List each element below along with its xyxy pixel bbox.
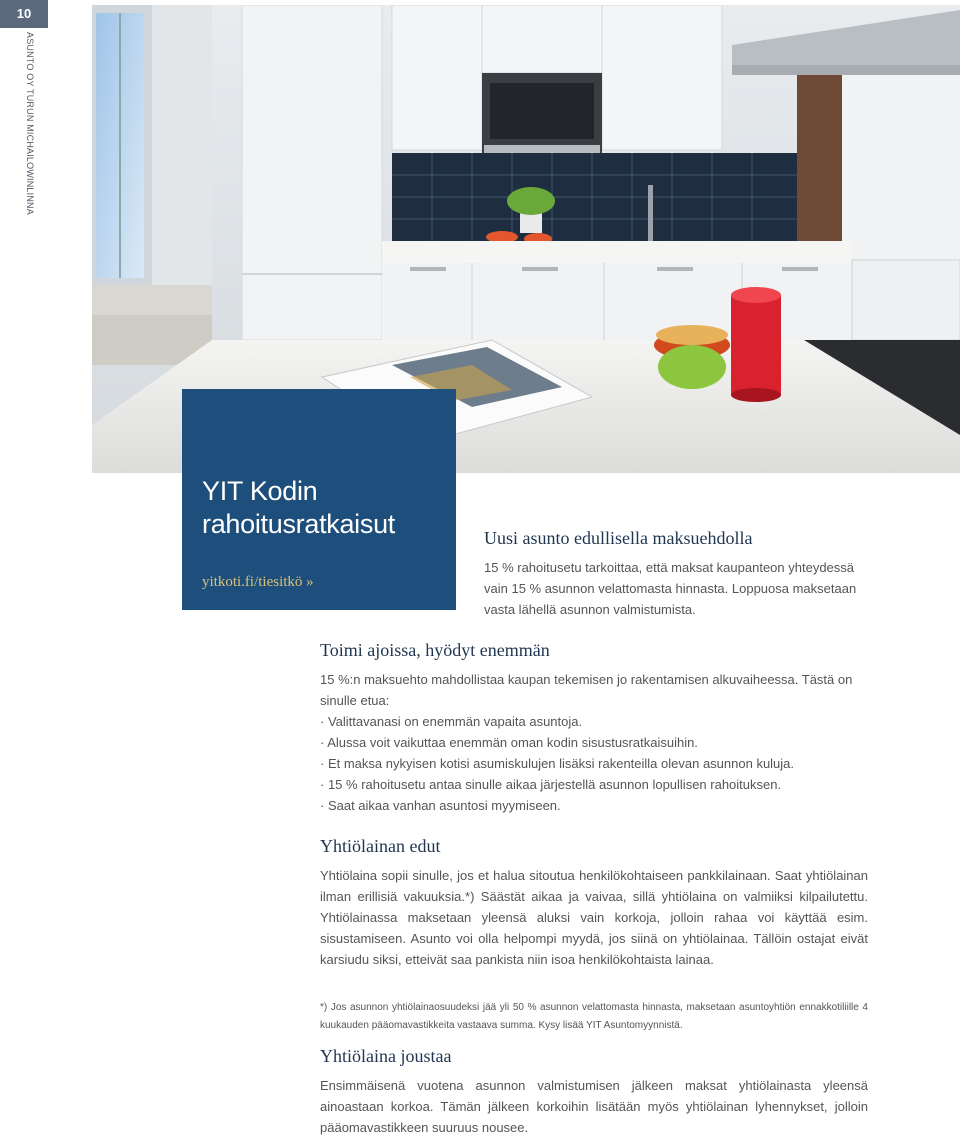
section2-bullet-list [320,711,880,816]
callout-title-line1: YIT Kodin [202,476,318,506]
section3-body: Yhtiölaina sopii sinulle, jos et halua sitoutua henkilökohtaiseen pankkilainaan. Saat yhtiölainan ilman erillisiä vakuuksia.*) Säästät aikaa ja vaivaa, sillä yhtiölaina on valmiiksi kilpailutettu. Yhtiölainassa maksetaan yleensä aluksi vain korkoja, jolloin rahaa voi käyttää esim. sisustamiseen. Asunto voi olla helpompi myydä, jos siinä on yhtiölainaa. Tällöin ostajat eivät karsiudu siksi, etteivät saa pankista niin isoa henkilökohtaista lainaa. [320,868,868,967]
section3-heading: Yhtiölainan edut [320,836,441,856]
bullet-item: · Alussa voit vaikuttaa enemmän oman kodin sisustusratkaisuihin. [320,732,880,753]
section4-body: Ensimmäisenä vuotena asunnon valmistumisen jälkeen maksat yhtiölainasta yleensä ainoastaan korkoa. Tämän jälkeen korkoihin lisätään myös yhtiölainan lyhennykset, jolloin pääomavastikkeen suuruus nousee. [320,1078,868,1135]
section2-content [320,669,880,816]
page-number: 10 [0,0,48,28]
bullet-item: · Valittavanasi on enemmän vapaita asuntoja. [320,711,880,732]
side-running-title: ASUNTO OY TURUN MICHAILOWINLINNA [25,32,35,215]
footnote: *) Jos asunnon yhtiölainaosuudeksi jää yli 50 % asunnon velattomasta hinnasta, maksetaan asuntoyhtiön ennakkotiliille 4 kuukauden pääomavastikkeita vastaava summa. Kysy lisää YIT Asuntomyynnistä. [320,1002,868,1031]
callout-title [202,475,395,541]
bullet-item: · Et maksa nykyisen kotisi asumiskulujen lisäksi rakenteilla olevan asunnon kuluja. [320,753,880,774]
callout-link[interactable]: yitkoti.fi/tiesitkö » [202,574,314,590]
section1-body: 15 % rahoitusetu tarkoittaa, että maksat kaupanteon yhteydessä vain 15 % asunnon velattomasta hinnasta. Loppuosa maksetaan vasta lähellä asunnon valmistumista. [484,560,857,617]
callout-box [182,389,456,610]
callout-title-line2: rahoitusratkaisut [202,509,395,539]
bullet-item: · Saat aikaa vanhan asuntosi myymiseen. [320,795,880,816]
section1-heading: Uusi asunto edullisella maksuehdolla [484,528,753,548]
section4-heading: Yhtiölaina joustaa [320,1046,452,1066]
section2-intro: 15 %:n maksuehto mahdollistaa kaupan tekemisen jo rakentamisen alkuvaiheessa. Tästä on sinulle etua: [320,672,853,708]
bullet-item: · 15 % rahoitusetu antaa sinulle aikaa järjestellä asunnon lopullisen rahoituksen. [320,774,880,795]
section2-heading: Toimi ajoissa, hyödyt enemmän [320,640,550,660]
